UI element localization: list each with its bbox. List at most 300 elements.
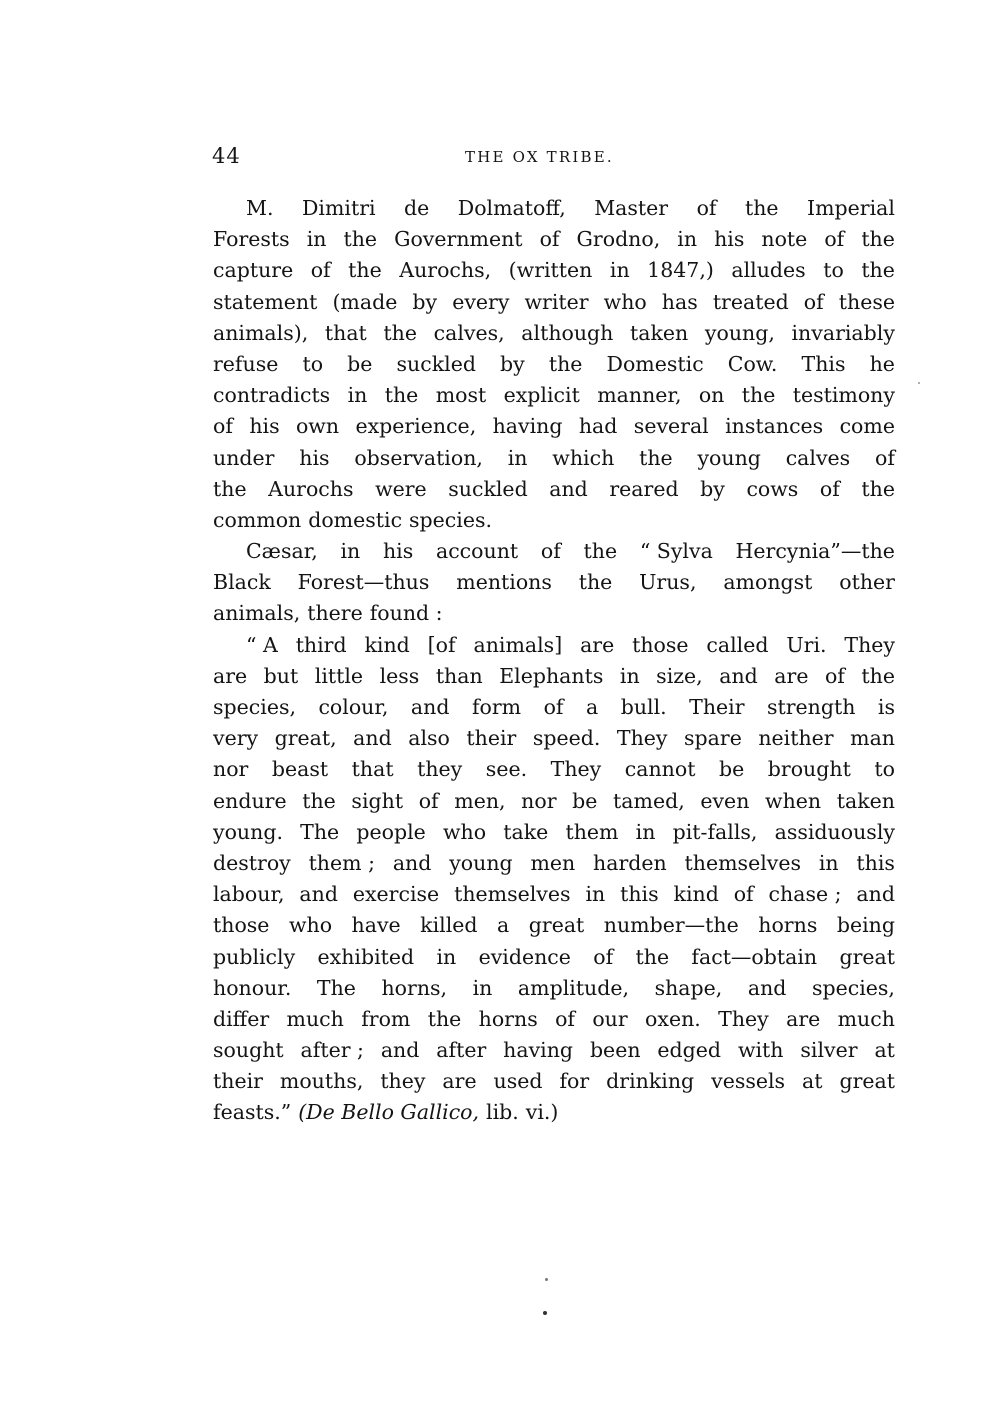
word: from xyxy=(361,1006,411,1031)
word: men xyxy=(530,850,576,875)
body-text xyxy=(213,193,895,1129)
word: mentions xyxy=(456,570,552,595)
word: of xyxy=(733,882,754,907)
word: beast xyxy=(271,757,329,782)
word: by xyxy=(500,351,525,376)
word: see. xyxy=(485,757,528,782)
word: in xyxy=(635,819,656,844)
word: tamed, xyxy=(613,788,685,813)
word: kind xyxy=(364,632,410,657)
word: Aurochs xyxy=(268,476,354,501)
word: in xyxy=(472,975,493,1000)
word: Dolmatoff, xyxy=(457,196,566,220)
word: cows xyxy=(746,476,799,501)
page-header xyxy=(212,142,897,176)
word: those xyxy=(632,632,689,657)
word: Forest—thus xyxy=(297,570,430,595)
word: are xyxy=(786,1006,821,1031)
word: experience, xyxy=(355,414,477,439)
word: and xyxy=(410,695,450,719)
word: Urus, xyxy=(639,570,697,595)
word: had xyxy=(578,414,618,439)
word: the xyxy=(427,1006,462,1031)
text-line xyxy=(213,224,895,255)
word: much xyxy=(837,1006,895,1031)
word: the xyxy=(861,227,895,252)
word: young, xyxy=(704,320,775,345)
word: of xyxy=(543,695,564,719)
word: that xyxy=(351,757,394,782)
word: those xyxy=(213,913,270,938)
scan-speck xyxy=(545,1278,548,1281)
word: and xyxy=(380,1038,420,1063)
word: the xyxy=(861,476,895,501)
text-line xyxy=(213,848,895,879)
word: in xyxy=(347,383,368,408)
word: after ; xyxy=(300,1038,364,1063)
word: their xyxy=(213,1069,263,1094)
text-line xyxy=(213,817,895,848)
word: also xyxy=(408,726,450,751)
word: honour. xyxy=(213,975,292,1000)
word: at xyxy=(802,1069,823,1094)
word: in xyxy=(818,850,839,875)
word: his xyxy=(382,539,414,564)
text-line xyxy=(213,255,895,286)
word: The xyxy=(316,975,356,1000)
word: contradicts xyxy=(213,383,331,408)
word: Cow. xyxy=(727,351,778,376)
word: Elephants xyxy=(499,663,604,688)
word: the xyxy=(635,944,670,969)
word: sought xyxy=(213,1038,284,1063)
word: his xyxy=(249,414,280,439)
word: in xyxy=(340,539,361,564)
word: be xyxy=(719,757,745,782)
word: a xyxy=(586,695,599,719)
word: the xyxy=(744,196,779,220)
word: silver xyxy=(800,1038,858,1063)
word: being xyxy=(836,913,895,938)
word: species, xyxy=(811,975,895,1000)
word: Hercynia”—the xyxy=(735,539,895,564)
text-line xyxy=(213,567,895,598)
word: treated xyxy=(712,289,789,314)
word: nor xyxy=(213,757,249,782)
word: less xyxy=(379,663,420,688)
word: be xyxy=(347,351,373,376)
word: fact—obtain xyxy=(691,944,818,969)
word: 1847,) xyxy=(647,258,714,283)
word: exhibited xyxy=(317,944,415,969)
word: animals), xyxy=(213,320,309,345)
text-line xyxy=(213,630,895,661)
text-line xyxy=(213,1004,895,1035)
word: to xyxy=(302,351,324,376)
word: This xyxy=(801,351,846,376)
word: Black xyxy=(213,570,271,595)
word: the xyxy=(302,788,336,813)
word: and xyxy=(747,975,787,1000)
word: which xyxy=(552,445,615,470)
scan-speck xyxy=(918,382,920,384)
word: having xyxy=(492,414,563,439)
word: amplitude, xyxy=(517,975,630,1000)
text-line xyxy=(213,910,895,941)
word: young. xyxy=(213,819,283,844)
word: the xyxy=(384,383,419,408)
word: mouths, xyxy=(279,1069,364,1094)
word: spare xyxy=(684,726,742,751)
word: amongst xyxy=(723,570,813,595)
word: destroy xyxy=(213,850,291,875)
word: of xyxy=(803,289,824,314)
word: his xyxy=(299,445,330,470)
word: of xyxy=(824,227,845,252)
word: called xyxy=(706,632,769,657)
word: and xyxy=(719,663,758,688)
word: and xyxy=(299,882,338,907)
text-line xyxy=(213,661,895,692)
word: the xyxy=(583,539,618,564)
word: the xyxy=(578,570,613,595)
word: testimony xyxy=(792,383,895,408)
word: They xyxy=(844,632,895,657)
word: of xyxy=(819,476,840,501)
word: who xyxy=(442,819,487,844)
word: in xyxy=(306,227,327,252)
word: species. xyxy=(409,507,493,532)
word: harden xyxy=(593,850,667,875)
word: Master xyxy=(594,196,669,220)
word: other xyxy=(839,570,895,595)
word: neither xyxy=(758,726,834,751)
word: cannot xyxy=(624,757,696,782)
word: taken xyxy=(836,788,895,813)
word: The xyxy=(300,819,340,844)
word: the xyxy=(639,445,673,470)
word: Their xyxy=(689,695,745,719)
word: young xyxy=(697,445,761,470)
word: the xyxy=(861,663,895,688)
text-line xyxy=(213,754,895,785)
scan-speck xyxy=(543,1311,547,1315)
word: animals] xyxy=(473,632,563,657)
word: observation, xyxy=(354,445,483,470)
word: the xyxy=(348,258,382,283)
word: invariably xyxy=(791,320,895,345)
word: although xyxy=(521,320,614,345)
word: Domestic xyxy=(606,351,704,376)
word: men, xyxy=(454,788,506,813)
word: this xyxy=(856,850,895,875)
word: Dimitri xyxy=(301,196,376,220)
word: themselves xyxy=(454,882,571,907)
word: assiduously xyxy=(774,819,895,844)
word: kind xyxy=(673,882,719,907)
text-line xyxy=(213,318,895,349)
word: of xyxy=(555,1006,575,1031)
word: are xyxy=(442,1069,477,1094)
word: to xyxy=(874,757,895,782)
word: people xyxy=(356,819,426,844)
word: chase ; xyxy=(768,882,842,907)
word: and xyxy=(549,476,588,501)
word: man xyxy=(850,726,895,751)
word: is xyxy=(877,695,895,719)
word: the xyxy=(741,383,776,408)
text-line xyxy=(213,598,895,629)
word: Imperial xyxy=(807,196,895,220)
word: Aurochs, xyxy=(399,258,492,283)
word: They xyxy=(616,726,668,751)
word: are xyxy=(774,663,809,688)
word: several xyxy=(633,414,709,439)
word: the xyxy=(861,258,895,283)
word: and xyxy=(856,882,895,907)
word: labour, xyxy=(213,882,285,907)
word: capture xyxy=(213,258,294,283)
word: manner, xyxy=(597,383,682,408)
word: having xyxy=(503,1038,574,1063)
word: reared xyxy=(609,476,679,501)
word: evidence xyxy=(478,944,571,969)
word: exercise xyxy=(352,882,440,907)
word: suckled xyxy=(448,476,528,501)
word: “ A xyxy=(246,632,278,657)
word: come xyxy=(839,414,895,439)
word: (De Bello Gallico, xyxy=(298,1100,480,1125)
text-line xyxy=(213,411,895,442)
text-line xyxy=(213,692,895,723)
word: shape, xyxy=(654,975,723,1000)
running-title: THE OX TRIBE. xyxy=(465,148,614,166)
word: horns xyxy=(478,1006,538,1031)
word: own xyxy=(295,414,340,439)
text-line xyxy=(213,786,895,817)
word: much xyxy=(286,1006,344,1031)
word: of xyxy=(875,445,895,470)
text-line xyxy=(213,1035,895,1066)
word: (made xyxy=(332,289,398,314)
word: they xyxy=(380,1069,426,1094)
word: them ; xyxy=(308,850,375,875)
word: under xyxy=(213,445,275,470)
word: of xyxy=(696,196,717,220)
word: vi.) xyxy=(525,1100,559,1125)
word: be xyxy=(572,788,598,813)
word: for xyxy=(559,1069,590,1094)
word: animals, xyxy=(213,601,301,626)
word: [of xyxy=(427,632,456,657)
text-line xyxy=(213,380,895,411)
word: are xyxy=(580,632,615,657)
text-line xyxy=(213,973,895,1004)
word: every xyxy=(452,289,510,314)
word: bull. xyxy=(620,695,667,719)
word: calves xyxy=(785,445,851,470)
word: most xyxy=(435,383,487,408)
word: size, xyxy=(656,663,703,688)
word: They xyxy=(550,757,602,782)
word: oxen. xyxy=(645,1006,701,1031)
word: great, xyxy=(274,726,337,751)
text-line xyxy=(213,723,895,754)
word: on xyxy=(698,383,725,408)
word: has xyxy=(661,289,698,314)
word: by xyxy=(412,289,438,314)
word: but xyxy=(263,663,299,688)
word: horns, xyxy=(381,975,448,1000)
word: there xyxy=(307,601,363,626)
page-number: 44 xyxy=(212,144,241,168)
word: of xyxy=(310,258,331,283)
word: (written xyxy=(508,258,593,283)
text-line xyxy=(213,879,895,910)
word: great xyxy=(839,1069,895,1094)
word: the xyxy=(343,227,378,252)
word: were xyxy=(375,476,427,501)
text-line xyxy=(213,287,895,318)
text-line xyxy=(213,193,895,224)
word: great xyxy=(528,913,585,938)
word: of xyxy=(593,944,614,969)
word: feasts.” xyxy=(213,1100,292,1125)
word: the xyxy=(383,320,417,345)
word: common xyxy=(213,507,302,532)
word: that xyxy=(324,320,367,345)
word: who xyxy=(603,289,647,314)
word: colour, xyxy=(318,695,389,719)
word: even xyxy=(700,788,750,813)
word: alludes xyxy=(731,258,806,283)
word: speed. xyxy=(532,726,601,751)
word: themselves xyxy=(684,850,802,875)
word: They xyxy=(718,1006,769,1031)
word: form xyxy=(471,695,522,719)
word: very xyxy=(213,726,259,751)
word: sight xyxy=(351,788,404,813)
word: note xyxy=(761,227,808,252)
word: in xyxy=(436,944,457,969)
word: after xyxy=(436,1038,487,1063)
text-line xyxy=(213,942,895,973)
word: his xyxy=(714,227,745,252)
word: of xyxy=(824,663,845,688)
word: them xyxy=(565,819,619,844)
word: when xyxy=(765,788,822,813)
word: domestic xyxy=(308,507,403,532)
word: M. xyxy=(246,196,274,220)
word: de xyxy=(404,196,430,220)
word: at xyxy=(874,1038,895,1063)
word: these xyxy=(838,289,895,314)
word: in xyxy=(585,882,606,907)
word: explicit xyxy=(503,383,580,408)
word: of xyxy=(418,788,439,813)
word: species, xyxy=(213,695,296,719)
word: a xyxy=(497,913,510,938)
word: great xyxy=(839,944,895,969)
word: little xyxy=(314,663,364,688)
word: taken xyxy=(630,320,689,345)
word: vessels xyxy=(711,1069,786,1094)
word: and xyxy=(392,850,432,875)
word: strength xyxy=(766,695,856,719)
text-line xyxy=(213,474,895,505)
text-line xyxy=(213,443,895,474)
word: killed xyxy=(420,913,478,938)
word: calves, xyxy=(433,320,505,345)
word: are xyxy=(213,663,248,688)
word: instances xyxy=(725,414,824,439)
word: in xyxy=(609,258,630,283)
word: third xyxy=(295,632,347,657)
word: writer xyxy=(524,289,589,314)
word: of xyxy=(540,539,561,564)
word: Grodno, xyxy=(576,227,661,252)
word: pit-falls, xyxy=(672,819,758,844)
word: have xyxy=(351,913,401,938)
word: the xyxy=(548,351,583,376)
word: than xyxy=(435,663,483,688)
word: horns xyxy=(758,913,818,938)
word: been xyxy=(589,1038,641,1063)
word: statement xyxy=(213,289,318,314)
word: by xyxy=(700,476,725,501)
word: they xyxy=(417,757,463,782)
word: of xyxy=(213,414,233,439)
word: he xyxy=(869,351,895,376)
word: this xyxy=(620,882,659,907)
word: and xyxy=(353,726,392,751)
word: young xyxy=(449,850,513,875)
word: refuse xyxy=(213,351,279,376)
word: nor xyxy=(521,788,557,813)
word: our xyxy=(592,1006,628,1031)
word: in xyxy=(507,445,528,470)
word: with xyxy=(737,1038,784,1063)
word: Cæsar, xyxy=(246,539,318,564)
word: Uri. xyxy=(786,632,827,657)
word: brought xyxy=(767,757,851,782)
word: lib. xyxy=(486,1100,519,1125)
word: found : xyxy=(369,601,443,626)
text-line xyxy=(213,1097,895,1128)
word: drinking xyxy=(606,1069,695,1094)
word: in xyxy=(677,227,698,252)
text-line xyxy=(213,536,895,567)
text-line xyxy=(213,1066,895,1097)
text-line xyxy=(213,505,895,536)
word: publicly xyxy=(213,944,296,969)
word: to xyxy=(823,258,844,283)
word: suckled xyxy=(396,351,476,376)
word: number—the xyxy=(603,913,739,938)
word: of xyxy=(539,227,560,252)
word: edged xyxy=(657,1038,722,1063)
word: endure xyxy=(213,788,287,813)
word: account xyxy=(435,539,519,564)
word: used xyxy=(493,1069,543,1094)
word: Forests xyxy=(213,227,290,252)
word: their xyxy=(466,726,517,751)
word: Government xyxy=(394,227,523,252)
word: the xyxy=(213,476,247,501)
word: “ Sylva xyxy=(639,539,713,564)
text-line xyxy=(213,349,895,380)
word: take xyxy=(503,819,549,844)
